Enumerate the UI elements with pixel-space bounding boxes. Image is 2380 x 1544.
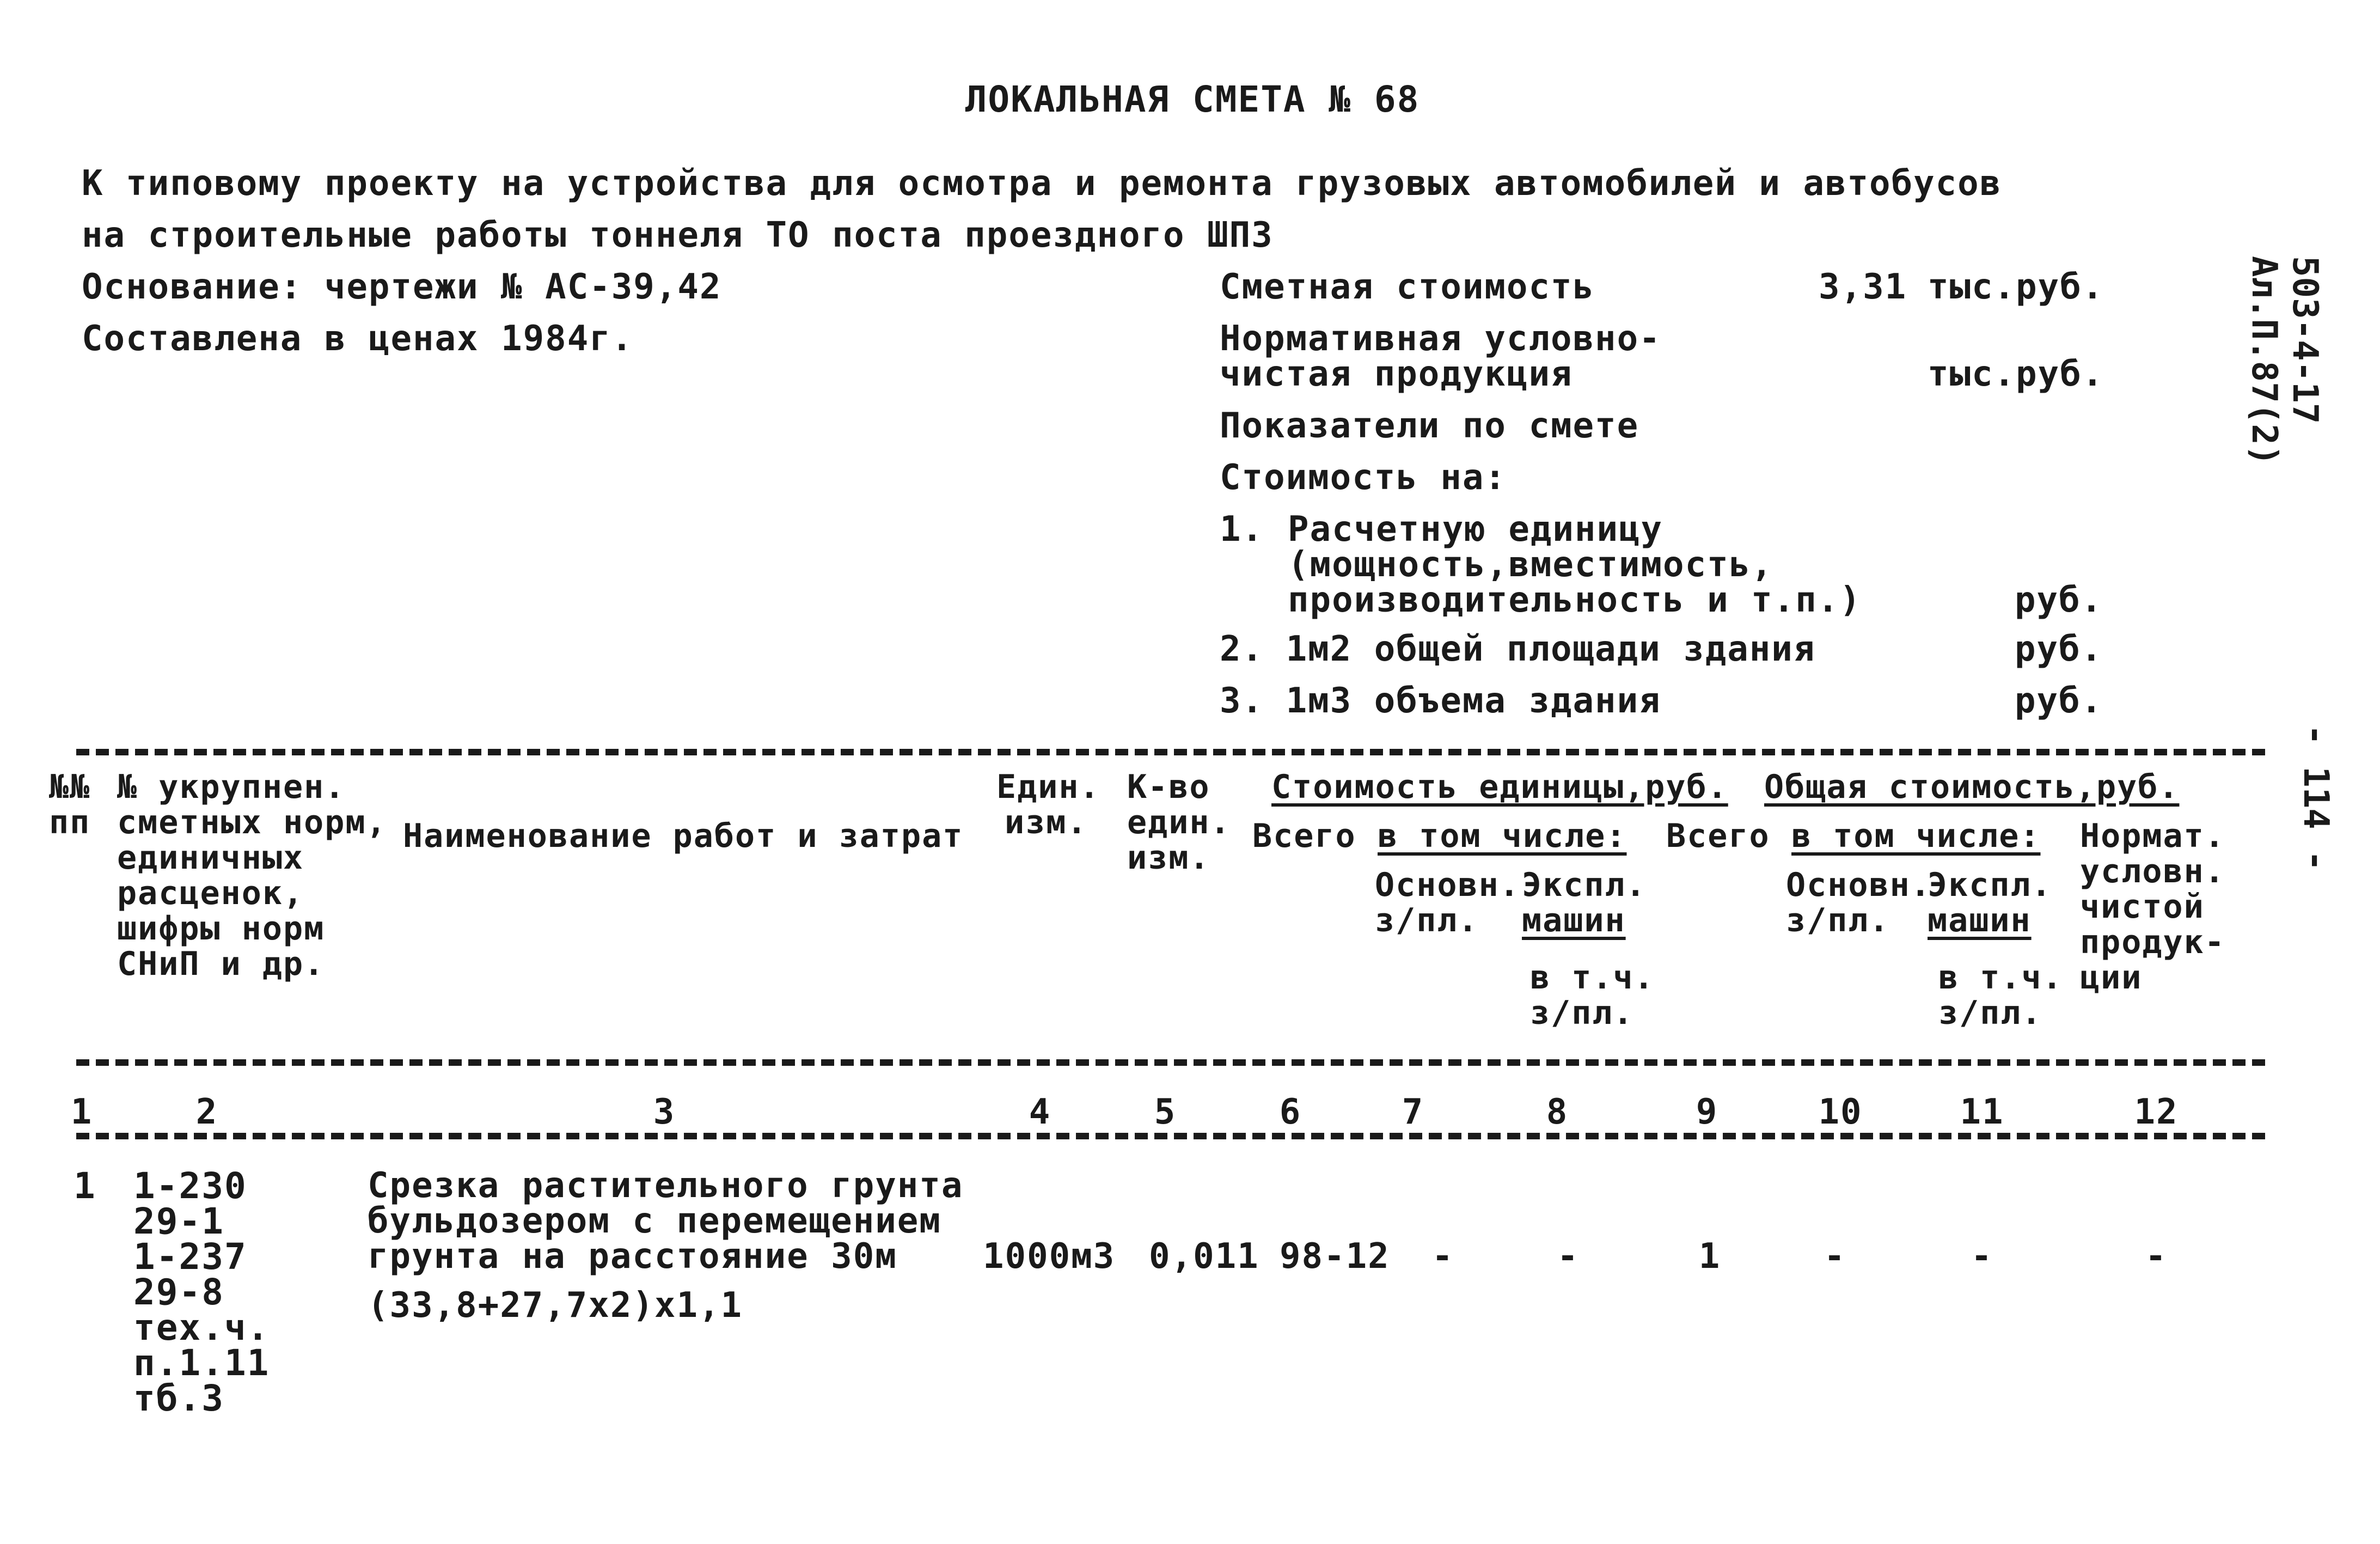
col2-header-l3: единичных (117, 839, 304, 877)
total-mach-header-l2: машин (1928, 901, 2032, 939)
col2-header-l1: № укрупнен. (117, 768, 346, 806)
row-code: 1-237 (133, 1236, 247, 1278)
row-unit-total: 98-12 (1280, 1236, 1390, 1277)
unit-mach-header-l2: машин (1522, 901, 1626, 939)
total-cost-header: Общая стоимость,руб. (1764, 768, 2180, 806)
unit-basic-header-l2: з/пл. (1375, 901, 1479, 939)
row-total-mach: - (1971, 1236, 1993, 1277)
row-code: 29-1 (133, 1200, 224, 1242)
indicators-label: Показатели по смете (1220, 406, 1639, 446)
item3-label: 3. 1м3 объема здания (1220, 681, 1661, 721)
work-name-line-2: бульдозером с перемещением (368, 1201, 941, 1241)
side-code-2: Ал.П.87(2) (2244, 256, 2284, 466)
norm-header-l4: продук- (2080, 923, 2225, 961)
unit-cost-header: Стоимость единицы,руб. (1271, 768, 1728, 806)
cost-label: Сметная стоимость (1220, 267, 1595, 307)
unit-basic-header-l1: Основн. (1375, 866, 1520, 904)
prices-line: Составлена в ценах 1984г. (82, 319, 634, 359)
total-mach-header-l3: в т.ч. (1938, 959, 2063, 997)
row-total: 1 (1698, 1236, 1721, 1277)
row-total-basic: - (1824, 1236, 1846, 1277)
item1-line-1: Расчетную единицу (1288, 509, 1663, 550)
column-number: 10 (1818, 1092, 1863, 1132)
col2-header-l5: шифры норм (117, 910, 325, 948)
column-number: 2 (195, 1092, 218, 1132)
item2-unit: руб. (2015, 629, 2103, 669)
unit-mach-header-l1: Экспл. (1522, 866, 1647, 904)
unit-mach-header-l3: в т.ч. (1530, 959, 1655, 997)
unit-total-header: Всего (1252, 817, 1356, 855)
total-mach-header-l4: з/пл. (1938, 994, 2042, 1032)
col2-header-l2: сметных норм, (117, 803, 387, 841)
item1-line-3: производительность и т.п.) (1288, 580, 1862, 620)
side-page-number: - 114 - (2296, 724, 2336, 871)
column-number: 12 (2134, 1092, 2179, 1132)
cost-value: 3,31 (1819, 267, 1907, 307)
row-code: 1-230 (133, 1165, 247, 1207)
unit-mach-header-l4: з/пл. (1530, 994, 1634, 1032)
row-code: тех.ч. (133, 1307, 270, 1348)
norm-label-2: чистая продукция (1220, 354, 1573, 394)
basis-line: Основание: чертежи № АС-39,42 (82, 267, 722, 307)
total-incl-header: в том числе: (1791, 817, 2041, 855)
col4-header-l1: Един. (996, 768, 1100, 806)
subtitle-line-2: на строительные работы тоннеля ТО поста проездного ШПЗ (82, 215, 1274, 255)
column-number: 1 (70, 1092, 93, 1132)
column-number: 5 (1154, 1092, 1177, 1132)
row-unit: 1000м3 (983, 1236, 1116, 1277)
row-norm: - (2145, 1236, 2168, 1277)
total-basic-header-l2: з/пл. (1786, 901, 1890, 939)
cost-per-label: Стоимость на: (1220, 457, 1507, 498)
col1-header-l2: пп (49, 803, 91, 841)
document-title: ЛОКАЛЬНАЯ СМЕТА № 68 (965, 78, 1420, 120)
col3-header: Наименование работ и затрат (403, 817, 964, 855)
header-bottom-rule (76, 1059, 2265, 1066)
col1-header-l1: №№ (49, 768, 91, 806)
total-mach-header-l1: Экспл. (1928, 866, 2052, 904)
item1-line-2: (мощность,вместимость, (1288, 545, 1773, 585)
row-code: тб.3 (133, 1377, 224, 1419)
item2-label: 2. 1м2 общей площади здания (1220, 629, 1816, 669)
row-code: 29-8 (133, 1271, 224, 1313)
norm-header-l2: условн. (2080, 852, 2225, 890)
norm-header-l5: ции (2080, 959, 2143, 997)
work-name-line-1: Срезка растительного грунта (368, 1165, 964, 1206)
column-number: 9 (1696, 1092, 1718, 1132)
subtitle-line-1: К типовому проекту на устройства для осмотра и ремонта грузовых автомобилей и автобусов (82, 163, 2002, 204)
unit-incl-header: в том числе: (1378, 817, 1627, 855)
item1-number: 1. (1220, 509, 1264, 550)
norm-header-l3: чистой (2080, 888, 2205, 926)
work-name-line-3: грунта на расстояние 30м (368, 1236, 897, 1277)
item1-unit: руб. (2015, 580, 2103, 620)
row-number: 1 (74, 1165, 96, 1207)
row-quantity: 0,011 (1149, 1236, 1259, 1277)
norm-label-1: Нормативная условно- (1220, 319, 1661, 359)
item3-unit: руб. (2015, 681, 2103, 721)
side-code-1: 503-4-17 (2285, 256, 2325, 424)
total-total-header: Всего (1666, 817, 1770, 855)
column-number: 6 (1279, 1092, 1302, 1132)
col5-header-l3: изм. (1127, 839, 1210, 877)
column-number: 11 (1960, 1092, 2004, 1132)
col5-header-l1: К-во (1127, 768, 1210, 806)
work-formula: (33,8+27,7х2)х1,1 (368, 1285, 743, 1326)
column-number: 8 (1546, 1092, 1569, 1132)
col2-header-l6: СНиП и др. (117, 945, 325, 983)
norm-unit: тыс.руб. (1928, 354, 2104, 394)
column-number: 7 (1402, 1092, 1424, 1132)
column-number: 3 (653, 1092, 676, 1132)
col2-header-l4: расценок, (117, 874, 304, 912)
cost-unit: тыс.руб. (1928, 267, 2104, 307)
row-unit-basic: - (1431, 1236, 1454, 1277)
total-basic-header-l1: Основн. (1786, 866, 1931, 904)
table-top-rule (76, 749, 2265, 755)
row-code: п.1.11 (133, 1342, 270, 1384)
norm-header-l1: Нормат. (2080, 817, 2225, 855)
row-unit-mach: - (1557, 1236, 1580, 1277)
column-numbers-rule (76, 1133, 2265, 1139)
col5-header-l2: един. (1127, 803, 1231, 841)
column-number: 4 (1029, 1092, 1051, 1132)
col4-header-l2: изм. (1005, 803, 1088, 841)
